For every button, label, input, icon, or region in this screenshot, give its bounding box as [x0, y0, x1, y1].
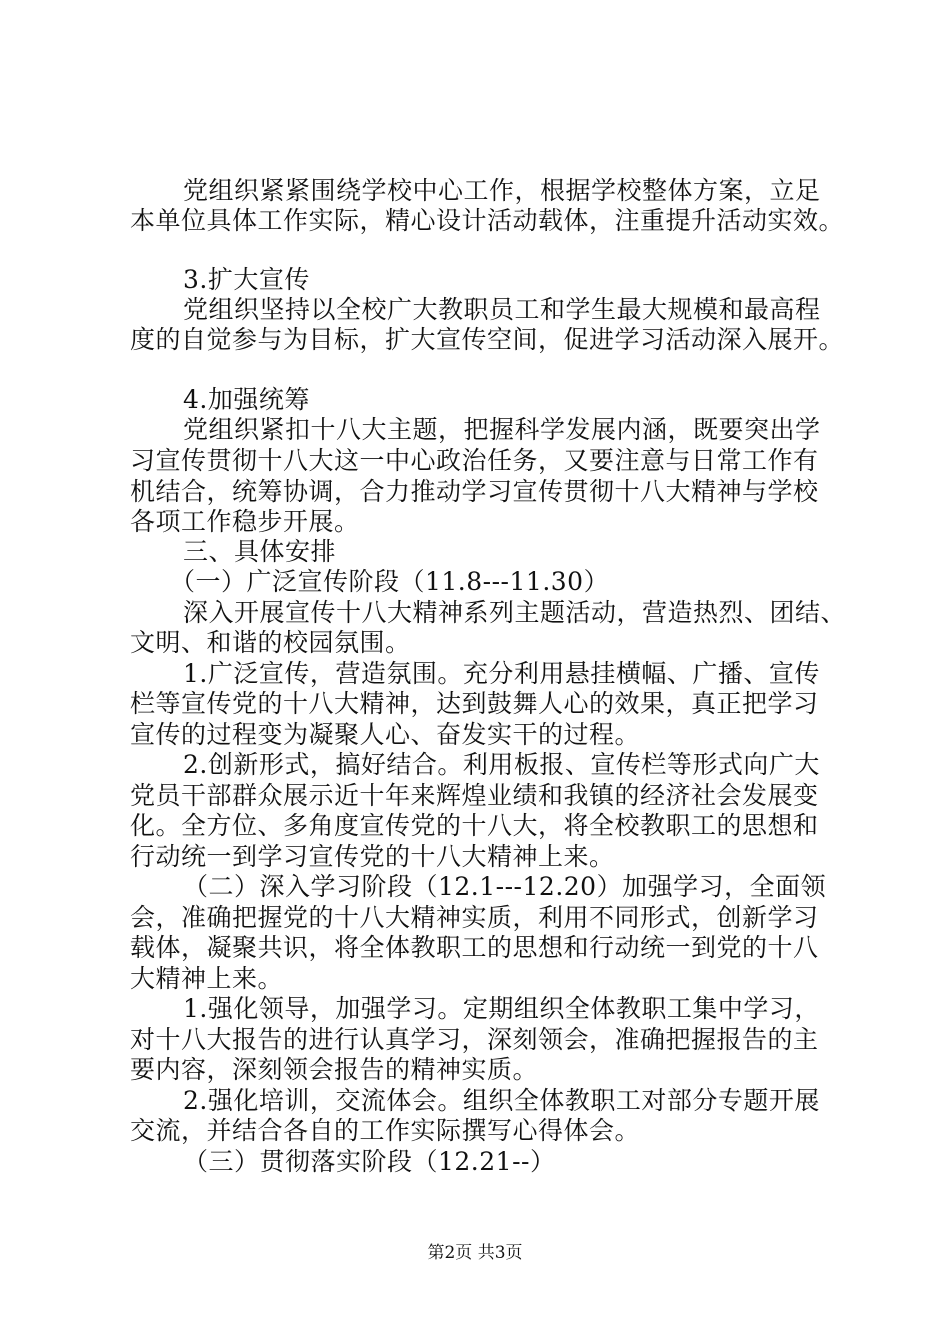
- paragraph-line: 本单位具体工作实际，精心设计活动载体，注重提升活动实效。: [130, 206, 845, 235]
- paragraph-line: 党组织紧紧围绕学校中心工作，根据学校整体方案，立足: [183, 176, 821, 205]
- paragraph-line: 交流，并结合各自的工作实际撰写心得体会。: [130, 1116, 641, 1145]
- paragraph-line: 栏等宣传党的十八大精神，达到鼓舞人心的效果，真正把学习: [130, 689, 819, 718]
- paragraph-line: 1.强化领导，加强学习。定期组织全体教职工集中学习，: [183, 994, 820, 1023]
- paragraph-line: 习宣传贯彻十八大这一中心政治任务，又要注意与日常工作有: [130, 446, 819, 475]
- paragraph-line: 深入开展宣传十八大精神系列主题活动，营造热烈、团结、: [183, 598, 847, 627]
- paragraph-line: 要内容，深刻领会报告的精神实质。: [130, 1055, 539, 1084]
- paragraph-line: 各项工作稳步开展。: [130, 507, 360, 536]
- paragraph-line: 1.广泛宣传，营造氛围。充分利用悬挂横幅、广播、宣传: [183, 659, 820, 688]
- paragraph-line: 2.强化培训，交流体会。组织全体教职工对部分专题开展: [183, 1086, 820, 1115]
- paragraph-line: 对十八大报告的进行认真学习，深刻领会，准确把握报告的主: [130, 1025, 819, 1054]
- paragraph-line: （二）深入学习阶段（12.1---12.20）加强学习，全面领: [183, 872, 827, 901]
- paragraph-line: 会，准确把握党的十八大精神实质，利用不同形式，创新学习: [130, 903, 819, 932]
- paragraph-line: 化。全方位、多角度宣传党的十八大，将全校教职工的思想和: [130, 811, 819, 840]
- paragraph-line: 党组织紧扣十八大主题，把握科学发展内涵，既要突出学: [183, 415, 821, 444]
- paragraph-line: 2.创新形式，搞好结合。利用板报、宣传栏等形式向广大: [183, 750, 820, 779]
- paragraph-line: 宣传的过程变为凝聚人心、奋发实干的过程。: [130, 720, 641, 749]
- section-heading: 3.扩大宣传: [183, 265, 310, 294]
- paragraph-line: 度的自觉参与为目标，扩大宣传空间，促进学习活动深入展开。: [130, 325, 845, 354]
- subsection-heading: （一）广泛宣传阶段（11.8---11.30）: [170, 567, 610, 596]
- subsection-heading: （三）贯彻落实阶段（12.21--）: [183, 1147, 556, 1176]
- paragraph-line: 党组织坚持以全校广大教职员工和学生最大规模和最高程: [183, 295, 821, 324]
- section-heading: 三、具体安排: [183, 537, 337, 566]
- paragraph-line: 载体，凝聚共识，将全体教职工的思想和行动统一到党的十八: [130, 933, 819, 962]
- paragraph-line: 机结合，统筹协调，合力推动学习宣传贯彻十八大精神与学校: [130, 477, 819, 506]
- page-number-footer: 第2页 共3页: [427, 1243, 523, 1263]
- paragraph-line: 行动统一到学习宣传党的十八大精神上来。: [130, 842, 615, 871]
- paragraph-line: 党员干部群众展示近十年来辉煌业绩和我镇的经济社会发展变: [130, 781, 819, 810]
- paragraph-line: 大精神上来。: [130, 964, 284, 993]
- section-heading: 4.加强统筹: [183, 385, 310, 414]
- paragraph-line: 文明、和谐的校园氛围。: [130, 628, 411, 657]
